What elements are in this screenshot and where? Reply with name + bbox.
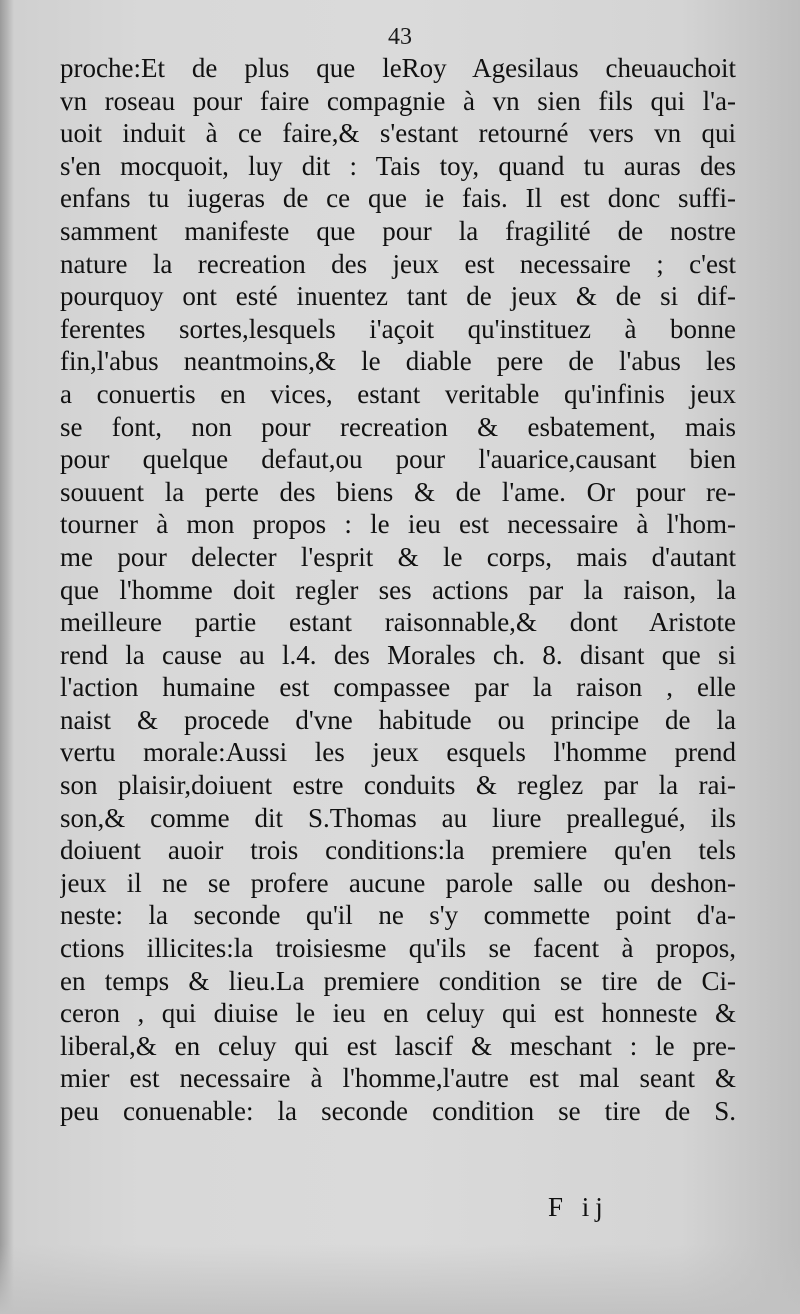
- signature-mark: F ij: [548, 1192, 609, 1222]
- page-edge-shadow: [0, 0, 14, 1314]
- text-line: rend la cause au l.4. des Morales ch. 8. disant que si: [60, 639, 736, 670]
- text-line: me pour delecter l'esprit & le corps, mais d'autant: [60, 541, 736, 572]
- text-line: jeux il ne se profere aucune parole salle ou deshon-: [60, 867, 736, 898]
- text-line: pourquoy ont esté inuentez tant de jeux & de si dif-: [60, 281, 736, 312]
- text-line: proche:Et de plus que leRoy Agesilaus cheuauchoit: [60, 53, 736, 83]
- text-line: souuent la perte des biens & de l'ame. Or pour re-: [60, 476, 736, 507]
- text-line: uoit induit à ce faire,& s'estant retourné vers vn qui: [60, 118, 736, 149]
- text-line: enfans tu iugeras de ce que ie fais. Il est donc suffi-: [60, 183, 736, 214]
- text-line: mier est necessaire à l'homme,l'autre est mal seant &: [60, 1063, 736, 1094]
- text-line: a conuertis en vices, estant veritable qu'infinis jeux: [60, 378, 736, 409]
- text-line: samment manifeste que pour la fragilité de nostre: [60, 215, 736, 246]
- text-line: peu conuenable: la seconde condition se tire de S.: [60, 1096, 736, 1126]
- text-line: meilleure partie estant raisonnable,& dont Aristote: [60, 607, 736, 638]
- text-line: ctions illicites:la troisiesme qu'ils se facent à propos,: [60, 933, 736, 964]
- text-line: l'action humaine est compassee par la raison , elle: [60, 672, 736, 703]
- text-line: ferentes sortes,lesquels i'açoit qu'instituez à bonne: [60, 313, 736, 344]
- text-line: ceron , qui diuise le ieu en celuy qui est honneste &: [60, 998, 736, 1029]
- text-line: vertu morale:Aussi les jeux esquels l'homme prend: [60, 737, 736, 768]
- text-line: en temps & lieu.La premiere condition se tire de Ci-: [60, 965, 736, 996]
- text-line: son plaisir,doiuent estre conduits & reglez par la rai-: [60, 770, 736, 801]
- text-line: s'en mocquoit, luy dit : Tais toy, quand tu auras des: [60, 150, 736, 181]
- text-line: son,& comme dit S.Thomas au liure preallegué, ils: [60, 802, 736, 833]
- text-line: pour quelque defaut,ou pour l'auarice,causant bien: [60, 444, 736, 475]
- body-text: [60, 52, 736, 1128]
- text-line: que l'homme doit regler ses actions par la raison, la: [60, 574, 736, 605]
- text-line: se font, non pour recreation & esbatement, mais: [60, 411, 736, 442]
- text-line: liberal,& en celuy qui est lascif & meschant : le pre-: [60, 1030, 736, 1061]
- text-line: doiuent auoir trois conditions:la premiere qu'en tels: [60, 835, 736, 866]
- text-line: fin,l'abus neantmoins,& le diable pere de l'abus les: [60, 346, 736, 377]
- text-line: vn roseau pour faire compagnie à vn sien fils qui l'a-: [60, 85, 736, 116]
- page-bottom-shade: [0, 1244, 800, 1314]
- text-line: nature la recreation des jeux est necessaire ; c'est: [60, 248, 736, 279]
- text-line: neste: la seconde qu'il ne s'y commette point d'a-: [60, 900, 736, 931]
- page-number: 43: [388, 24, 412, 50]
- text-line: naist & procede d'vne habitude ou principe de la: [60, 704, 736, 735]
- text-line: tourner à mon propos : le ieu est necessaire à l'hom-: [60, 509, 736, 540]
